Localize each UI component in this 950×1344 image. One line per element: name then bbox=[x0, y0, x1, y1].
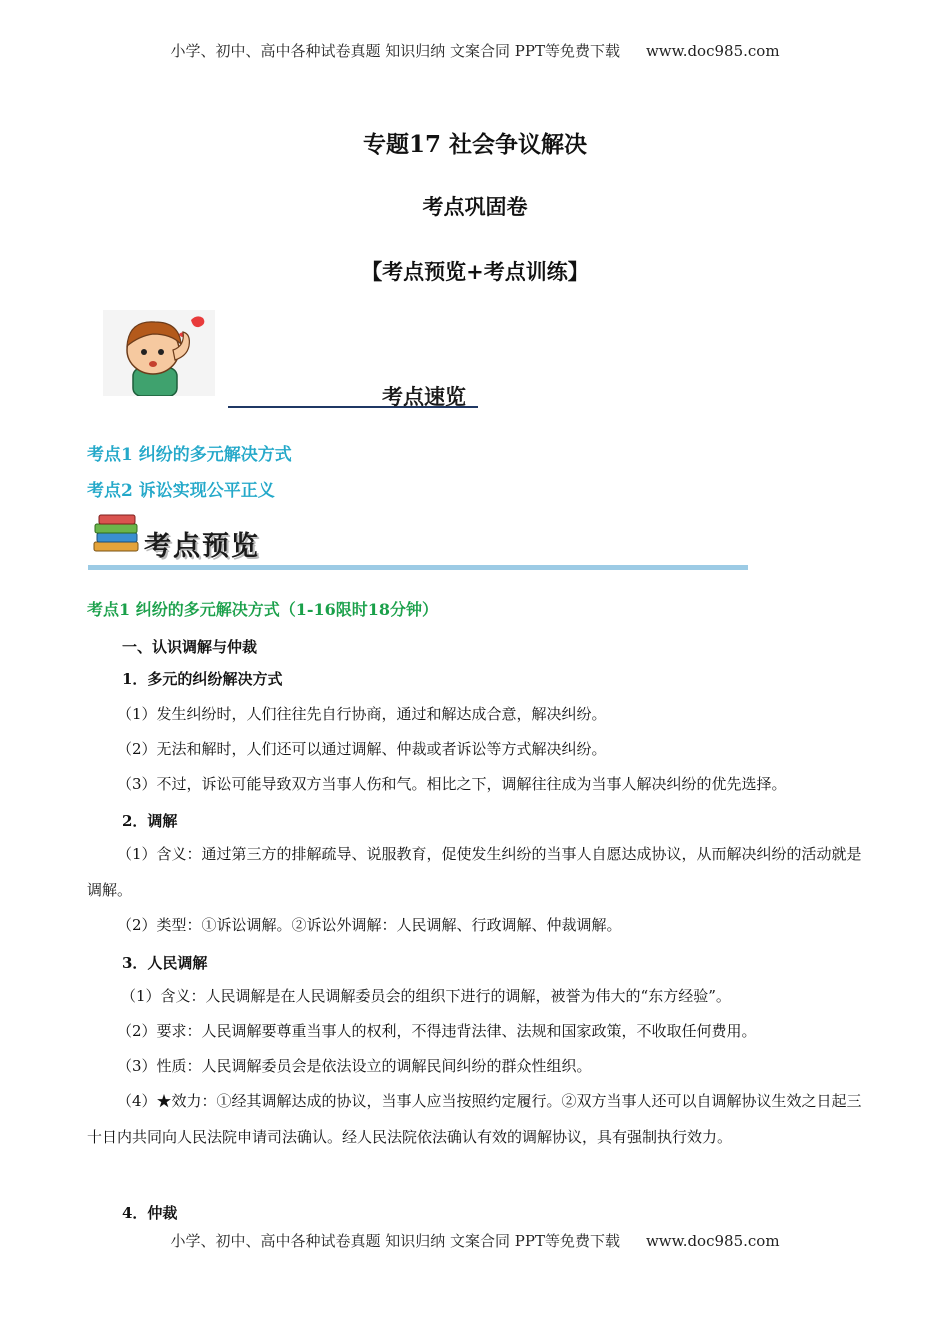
subheading-1: 1．多元的纠纷解决方式 bbox=[122, 670, 283, 688]
toc-item-2[interactable]: 考点2 诉讼实现公平正义 bbox=[87, 481, 275, 501]
page-footer bbox=[0, 1230, 950, 1251]
footer-url[interactable]: www.doc985.com bbox=[645, 1232, 780, 1250]
paragraph-9: （4）★效力：①经其调解达成的协议，当事人应当按照约定履行。②双方当事人还可以自调解协议生效之日起三十日内共同向人民法院申请司法确认。经人民法院依法确认有效的调解协议，具有强制执行效力。 bbox=[87, 1092, 862, 1146]
header-text: 小学、初中、高中各种试卷真题 知识归纳 文案合同 PPT等免费下载 bbox=[170, 42, 620, 60]
subheading-4: 4．仲裁 bbox=[122, 1204, 178, 1222]
footer-text: 小学、初中、高中各种试卷真题 知识归纳 文案合同 PPT等免费下载 bbox=[170, 1232, 620, 1250]
header-url[interactable]: www.doc985.com bbox=[645, 42, 780, 60]
thinking-boy-illustration bbox=[103, 310, 215, 396]
paragraph-1: （1）发生纠纷时，人们往往先自行协商，通过和解达成合意，解决纠纷。 bbox=[117, 705, 607, 723]
subheading-3: 3．人民调解 bbox=[122, 954, 208, 972]
paragraph-8: （3）性质：人民调解委员会是依法设立的调解民间纠纷的群众性组织。 bbox=[117, 1057, 592, 1075]
paragraph-2: （2）无法和解时，人们还可以通过调解、仲裁或者诉讼等方式解决纠纷。 bbox=[117, 740, 607, 758]
quick-overview-title: 考点速览 bbox=[382, 385, 466, 409]
page-subtitle: 考点巩固卷 bbox=[422, 194, 528, 219]
subheading-2: 2．调解 bbox=[122, 812, 178, 830]
section-title: 考点1 纠纷的多元解决方式（1-16限时18分钟） bbox=[87, 600, 439, 619]
toc-item-1[interactable]: 考点1 纠纷的多元解决方式 bbox=[87, 445, 292, 465]
paragraph-6: （1）含义：人民调解是在人民调解委员会的组织下进行的调解，被誉为伟大的“东方经验”。 bbox=[121, 987, 731, 1005]
paragraph-7: （2）要求：人民调解要尊重当事人的权利，不得违背法律、法规和国家政策，不收取任何费用。 bbox=[117, 1022, 757, 1040]
books-icon bbox=[90, 512, 142, 554]
page-subtitle-2: 【考点预览+考点训练】 bbox=[361, 259, 589, 284]
page-title: 专题17 社会争议解决 bbox=[362, 131, 587, 158]
part-heading: 一、认识调解与仲裁 bbox=[122, 638, 258, 656]
paragraph-5: （2）类型：①诉讼调解。②诉讼外调解：人民调解、行政调解、仲裁调解。 bbox=[117, 916, 622, 934]
paragraph-3: （3）不过，诉讼可能导致双方当事人伤和气。相比之下，调解往往成为当事人解决纠纷的优先选择。 bbox=[117, 775, 787, 793]
preview-banner-title: 考点预览 bbox=[144, 531, 260, 562]
page-header bbox=[0, 40, 950, 61]
preview-banner-line bbox=[88, 565, 748, 570]
paragraph-4: （1）含义：通过第三方的排解疏导、说服教育，促使发生纠纷的当事人自愿达成协议，从而解决纠纷的活动就是调解。 bbox=[87, 845, 862, 899]
